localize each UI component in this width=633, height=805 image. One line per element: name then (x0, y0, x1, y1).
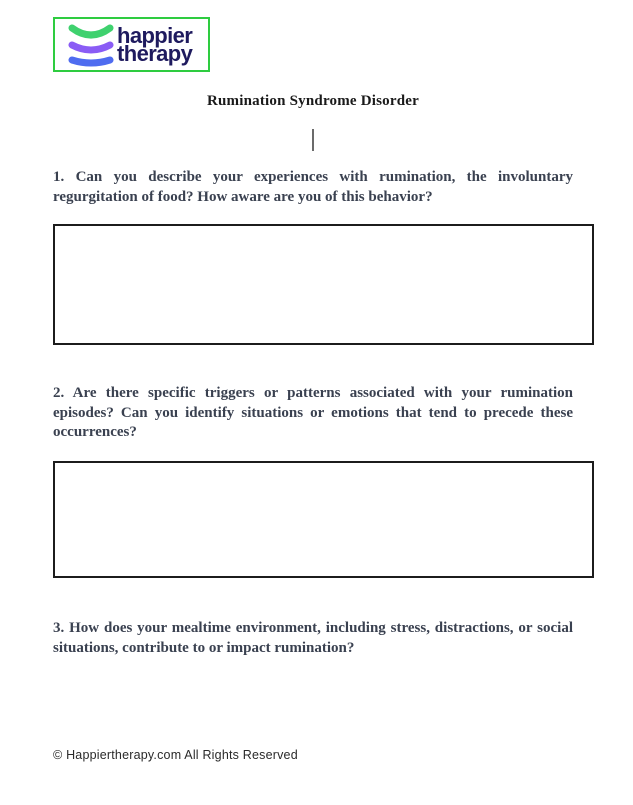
smile-arc-top-icon (72, 28, 110, 35)
answer-box-1[interactable] (53, 224, 594, 345)
logo-smile-arcs-icon (68, 22, 114, 68)
happier-therapy-logo (53, 17, 210, 72)
footer-copyright: © Happiertherapy.com All Rights Reserved (53, 748, 298, 762)
question-3: 3. How does your mealtime environment, including stress, distractions, or social situations, contribute to or impact rumination? (53, 620, 573, 656)
page-title: Rumination Syndrome Disorder (206, 93, 419, 109)
answer-box-2[interactable] (53, 461, 594, 578)
logo-text-line1: happier (117, 22, 193, 48)
logo-wordmark (117, 22, 193, 66)
question-2: 2. Are there specific triggers or patterns associated with your rumination episodes? Can you identify situations or emotions that tend to precede these occurrences? (53, 385, 573, 440)
text-cursor (312, 129, 314, 151)
smile-arc-middle-icon (72, 45, 110, 50)
smile-arc-bottom-icon (72, 60, 110, 63)
question-1: 1. Can you describe your experiences with rumination, the involuntary regurgitation of food? How aware are you of this behavior? (53, 169, 573, 205)
logo-text-line2: therapy (117, 40, 193, 66)
